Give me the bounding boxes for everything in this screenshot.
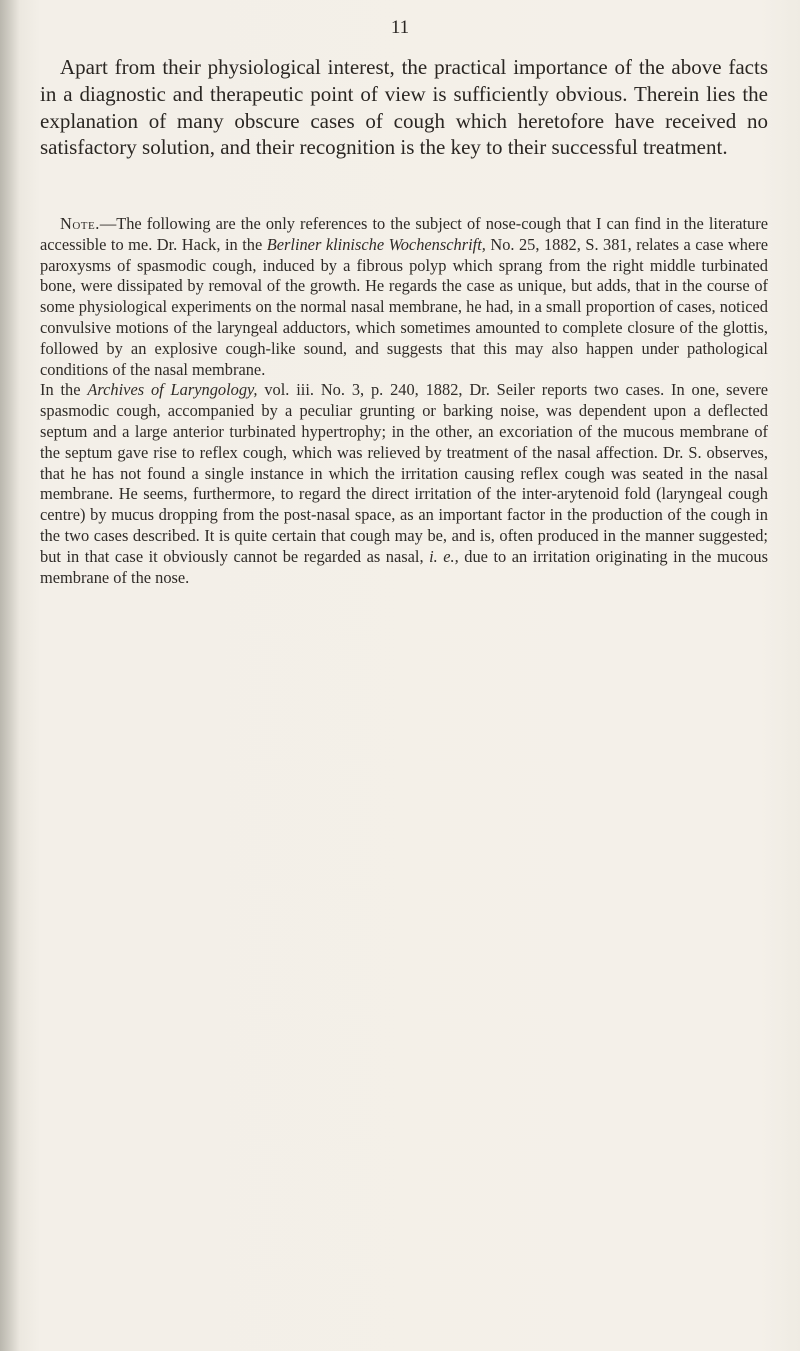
note-text-2c: due to an irritation originating in the mucous membrane of the nose.	[40, 546, 768, 587]
note-paragraph-1	[40, 214, 768, 380]
note-paragraph-2	[40, 380, 768, 588]
body-paragraph: Apart from their physiological interest, the practical importance of the above facts in a diagnostic and therapeutic point of view is sufficiently obvious. Therein lies the explanation of many obscure cases of cough which heretofore have received no satisfactory solution, and their recognition is the key to their successful treatment.	[40, 55, 768, 160]
journal-title-archives: Archives of Laryngology,	[87, 380, 258, 400]
page-gutter-shadow	[0, 0, 20, 1351]
note-text-1b: No. 25, 1882, S. 381, relates a case where paroxysms of spasmodic cough, induced by a fibrous polyp which sprang from the right middle turbinated bone, were dissipated by removal of the growth. He regards the case as unique, but adds, that in the course of some physiological experiments on the normal nasal membrane, he had, in a small proportion of cases, noticed convulsive motions of the laryngeal adductors, which sometimes amounted to complete closure of the glottis, followed by an explosive cough-like sound, and suggests that this may also happen under pathological conditions of the nasal membrane.	[40, 234, 768, 379]
page-number: 11	[390, 17, 410, 38]
note-text-1a: —The following are the only references to the subject of nose-cough that I can find in the literature accessible to me. Dr. Hack, in the	[40, 214, 768, 254]
footnote-block	[40, 214, 768, 588]
note-text-2b: vol. iii. No. 3, p. 240, 1882, Dr. Seiler reports two cases. In one, severe spasmodic cough, accompanied by a peculiar grunting or barking noise, was dependent upon a deflected septum and a large anterior turbinated hypertrophy; in the other, an excoriation of the mucous membrane of the septum gave rise to reflex cough, which was relieved by treatment of the nasal affection. Dr. S. observes, that he has not found a single instance in which the irritation causing reflex cough was seated in the nasal membrane. He seems, furthermore, to regard the direct irritation of the inter-arytenoid fold (laryngeal cough centre) by mucus dropping from the post-nasal space, as an important factor in the production of the cough in the two cases described. It is quite certain that cough may be, and is, often produced in the manner suggested; but in that case it obviously cannot be regarded as nasal,	[40, 380, 768, 566]
abbreviation-ie: i. e.,	[429, 546, 459, 566]
note-heading: Note.	[60, 214, 100, 233]
note-text-2a: In the	[40, 380, 88, 400]
journal-title-berliner: Berliner klinische Wochenschrift,	[266, 234, 486, 254]
